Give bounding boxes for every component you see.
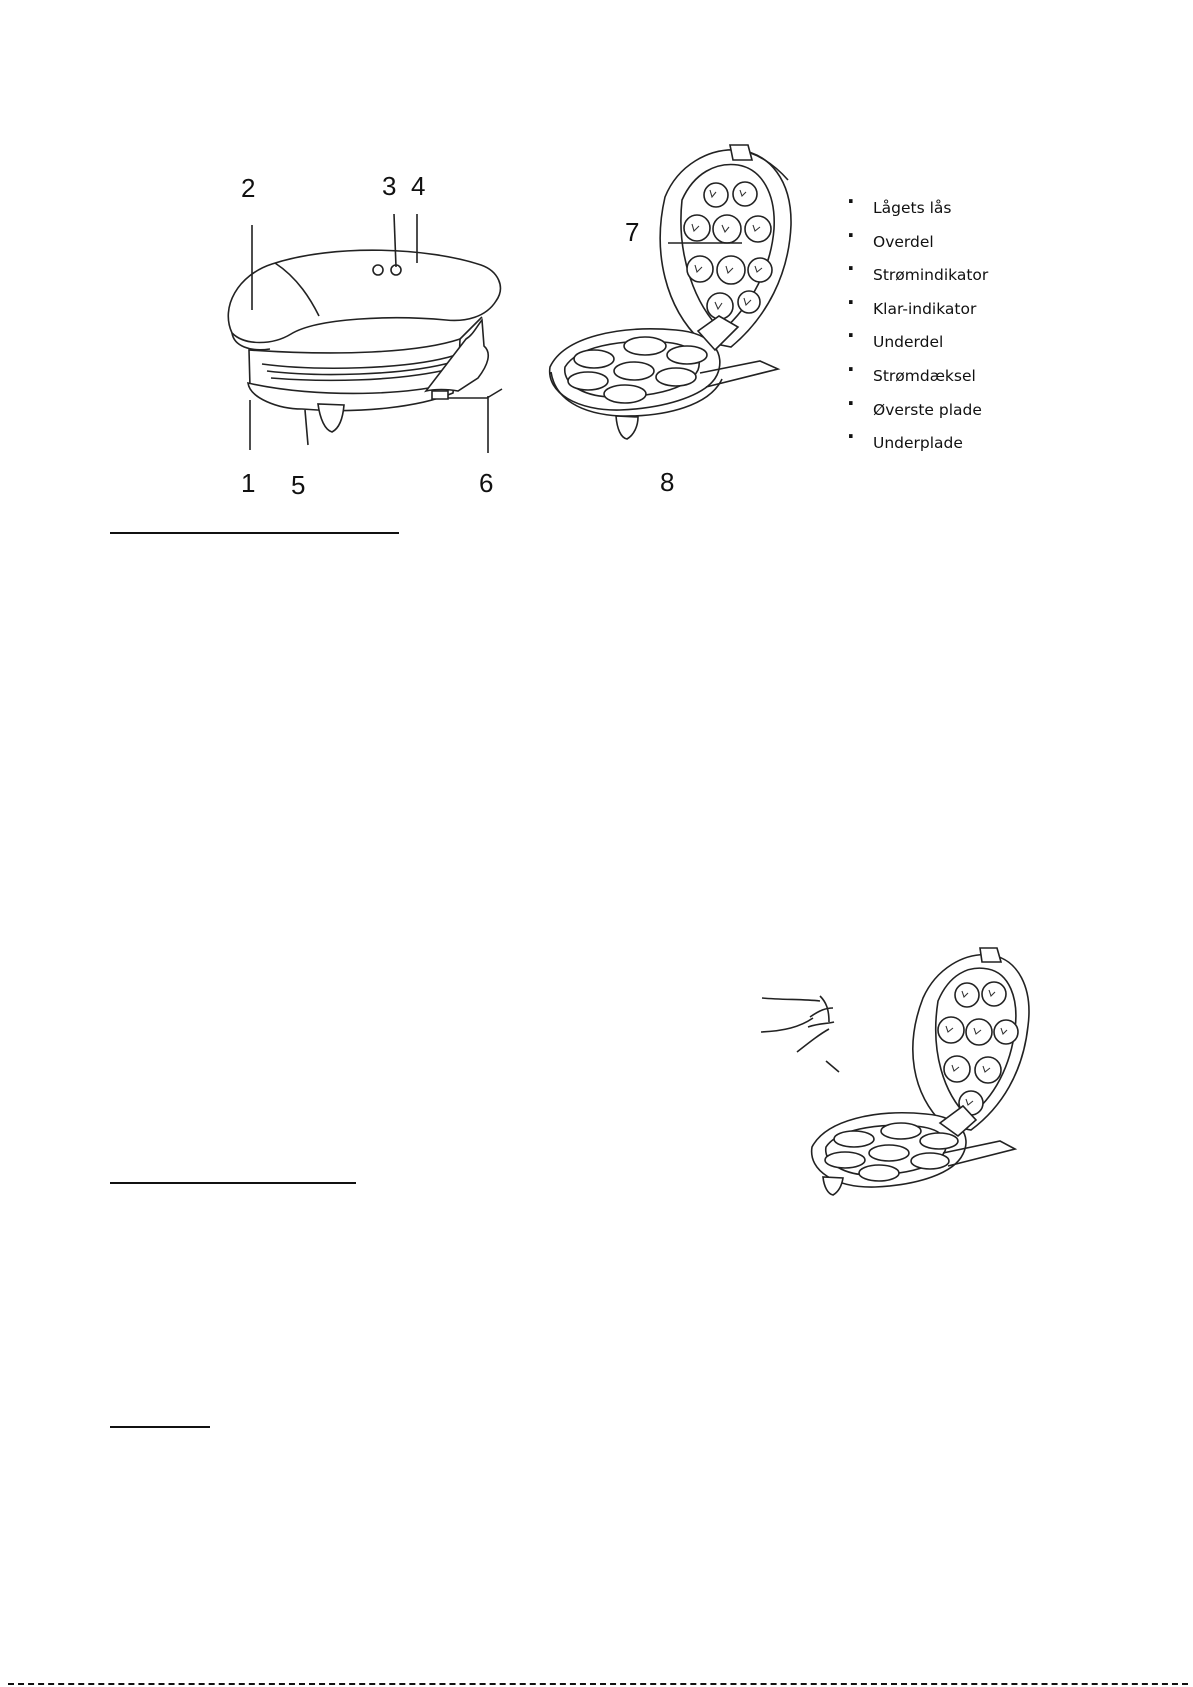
page-bottom-rule [8,1683,1188,1685]
legend-item: · Lågets lås [842,198,1052,232]
legend-item: · Underplade [842,433,1052,467]
section-heading-underline [110,1426,210,1428]
legend-item: · Klar-indikator [842,299,1052,333]
legend-item: · Overdel [842,232,1052,266]
callout-lines [220,190,720,500]
callout-label-7: 7 [625,217,640,247]
legend-item: · Strømdæksel [842,366,1052,400]
section-heading [0,0,1,1]
parts-legend [842,198,1052,467]
section-heading [0,0,1,1]
callout-label-3: 3 [382,171,397,201]
callout-label-2: 2 [241,173,256,203]
legend-item: · Øverste plade [842,400,1052,434]
callout-label-4: 4 [411,171,426,201]
callout-label-8: 8 [660,467,675,497]
legend-item: · Underdel [842,332,1052,366]
callout-label-5: 5 [291,470,306,500]
section-heading-underline [110,1182,356,1184]
callout-label-6: 6 [479,468,494,498]
section-heading-underline [110,532,399,534]
section-heading [0,0,1,1]
callout-label-1: 1 [241,468,256,498]
legend-item: · Strømindikator [842,265,1052,299]
hand-open-appliance-icon [750,940,1020,1200]
